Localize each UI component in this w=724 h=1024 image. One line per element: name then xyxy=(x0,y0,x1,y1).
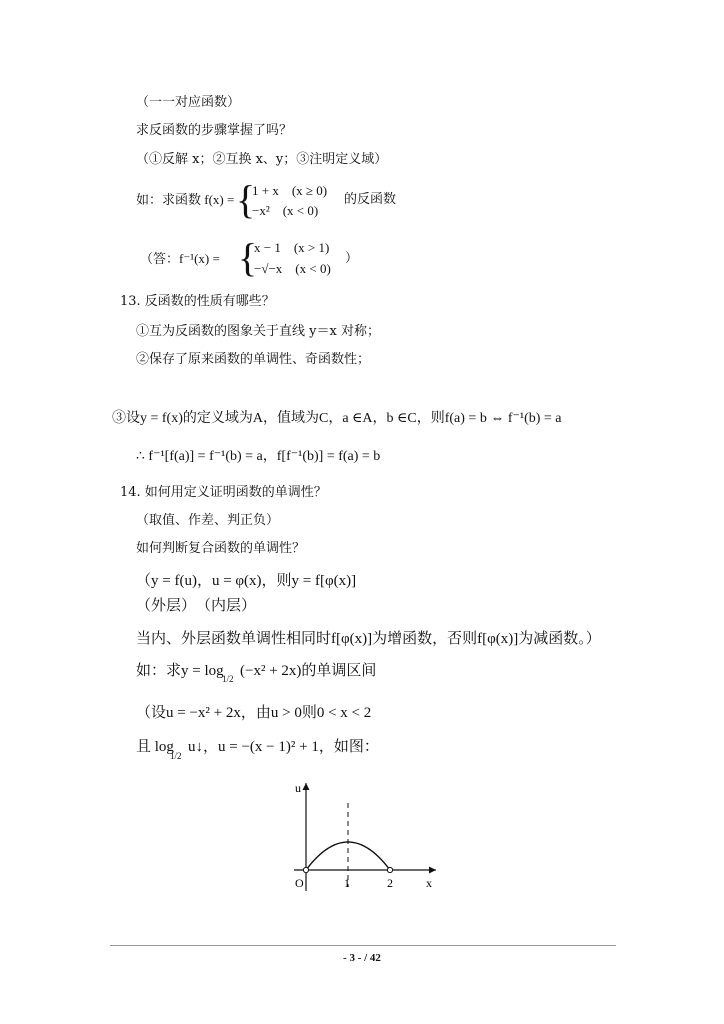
formula-line: ③设y = f(x)的定义域为A，值域为C，a ∈A，b ∈C，则f(a) = b ⇔ f⁻¹(b) = a xyxy=(112,411,562,426)
formula-prefix: 且 log xyxy=(136,739,174,755)
answer-suffix: ） xyxy=(345,251,359,266)
root-point-two xyxy=(387,867,392,872)
question-heading: 13. 反函数的性质有哪些？ xyxy=(120,294,275,309)
text-line: （取值、作差、判正负） xyxy=(136,513,280,528)
formula-suffix: u↓，u = −(x − 1)² + 1，如图： xyxy=(188,739,379,755)
formula-line: （设u = −x² + 2x，由u > 0则0 < x < 2 xyxy=(136,705,372,721)
tick-label-2: 2 xyxy=(387,876,393,890)
case-line: 1 + x (x ≥ 0) xyxy=(252,183,328,198)
text-line: （外层） （内层） xyxy=(136,596,257,614)
footer-divider xyxy=(110,945,616,946)
text-line: ①互为反函数的图象关于直线 y＝x 对称； xyxy=(136,324,380,339)
text-line: ②保存了原来函数的单调性、奇函数性； xyxy=(136,352,371,367)
x-axis-label: x xyxy=(426,876,432,890)
answer-prefix: （答：f⁻¹(x) = xyxy=(140,251,220,266)
formula-line: ∴ f⁻¹[f(a)] = f⁻¹(b) = a，f[f⁻¹(b)] = f(a) = b xyxy=(136,449,381,464)
case-line: x − 1 (x > 1) xyxy=(254,240,330,255)
log-base: 1/2 xyxy=(170,751,182,761)
formula-prefix: 如：求y = log xyxy=(136,663,224,679)
formula-suffix: (−x² + 2x)的单调区间 xyxy=(240,663,377,679)
formula-line: （y = f(u)，u = φ(x)，则y = f[φ(x)] xyxy=(136,573,357,589)
origin-label: O xyxy=(295,876,304,890)
text-line: （①反解 x；②互换 x、y；③注明定义域） xyxy=(136,152,388,167)
page-number: - 3 - / 42 xyxy=(343,952,381,964)
left-brace: { xyxy=(238,235,258,280)
left-brace: { xyxy=(236,177,256,222)
text-line: （一一对应函数） xyxy=(136,95,241,110)
parabola-curve xyxy=(306,842,390,870)
y-axis-label: u xyxy=(295,781,301,795)
tick-label-1: 1 xyxy=(344,876,350,890)
example-suffix: 的反函数 xyxy=(344,192,397,207)
case-line: −√−x (x < 0) xyxy=(254,261,331,276)
example-prefix: 如：求函数 f(x) = xyxy=(136,192,235,207)
root-point-origin xyxy=(303,867,308,872)
formula-line: 当内、外层函数单调性相同时f[φ(x)]为增函数，否则f[φ(x)]为减函数。） xyxy=(136,631,601,647)
text-line: 如何判断复合函数的单调性？ xyxy=(136,541,306,556)
log-base: 1/2 xyxy=(222,674,234,684)
parabola-graph xyxy=(280,775,450,900)
text-line: 求反函数的步骤掌握了吗？ xyxy=(136,123,293,138)
case-line: −x² (x < 0) xyxy=(252,203,319,218)
question-heading: 14. 如何用定义证明函数的单调性？ xyxy=(120,485,327,500)
